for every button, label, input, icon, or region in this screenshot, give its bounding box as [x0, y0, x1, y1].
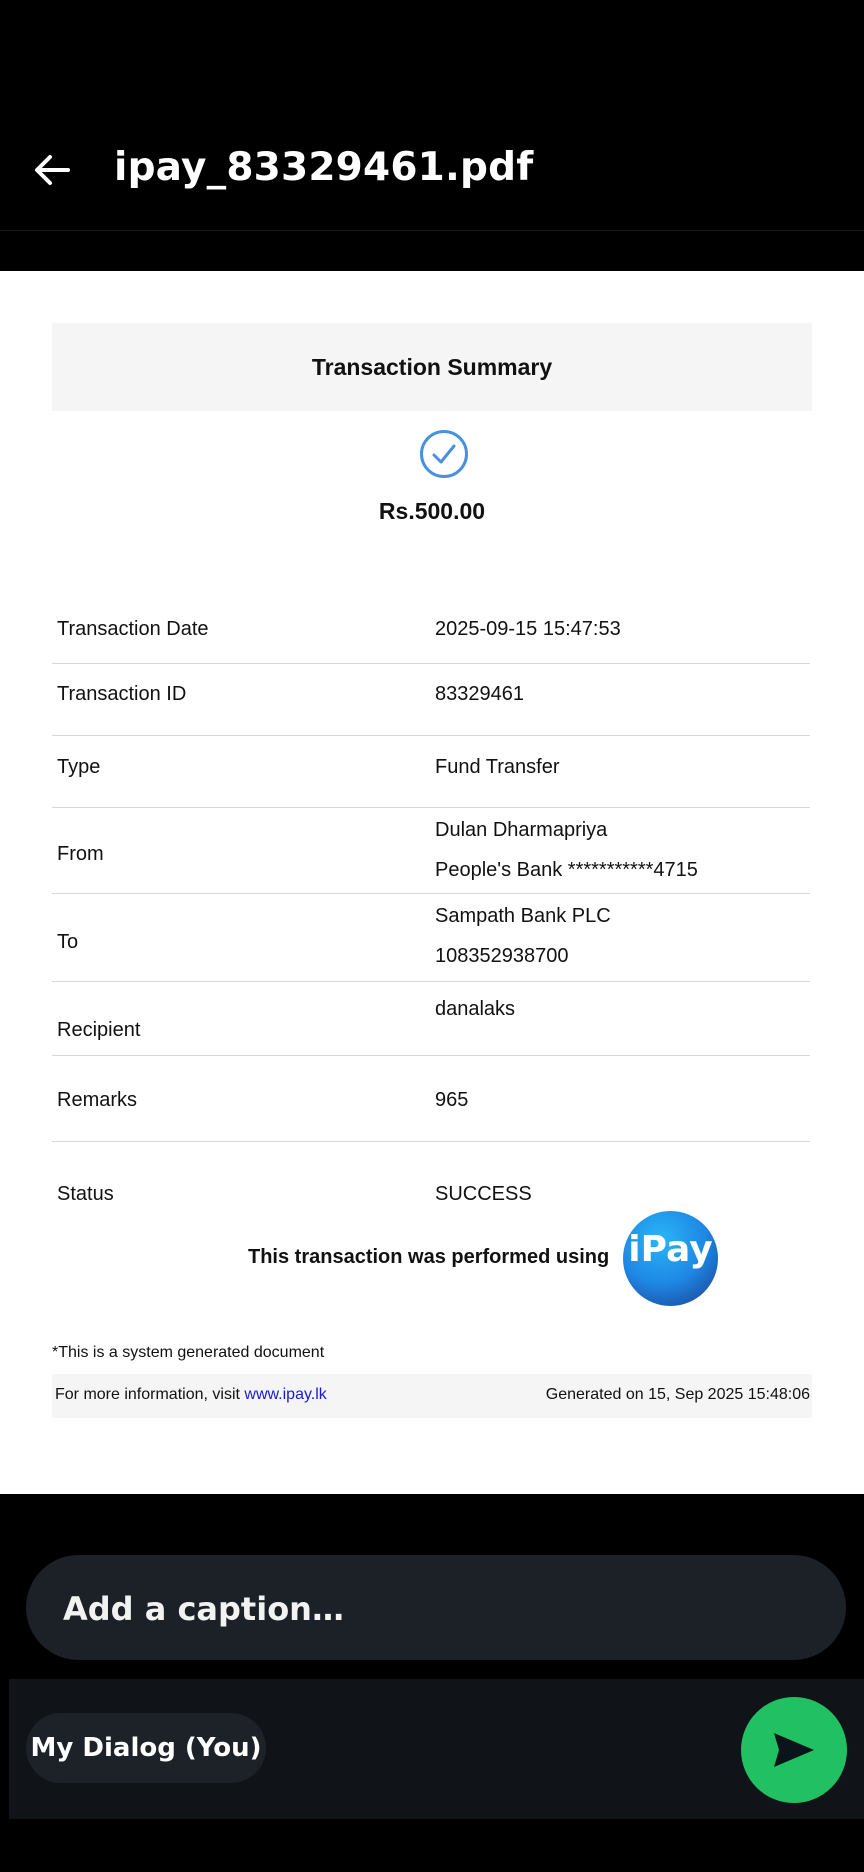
- row-value: SUCCESS: [435, 1183, 532, 1205]
- performed-using-text: This transaction was performed using: [248, 1246, 610, 1268]
- row-transaction-date: [52, 601, 810, 664]
- ipay-logo-text: iPay: [628, 1229, 713, 1270]
- caption-input[interactable]: [61, 1580, 805, 1638]
- success-check-icon: [419, 429, 469, 479]
- row-label: Status: [57, 1183, 114, 1205]
- footer-info: [55, 1386, 327, 1404]
- row-label: Type: [57, 756, 101, 778]
- row-value-secondary: 108352938700: [435, 945, 569, 967]
- row-value: 2025-09-15 15:47:53: [435, 618, 621, 640]
- row-value: 965: [435, 1089, 469, 1111]
- row-value: Fund Transfer: [435, 756, 560, 778]
- send-button[interactable]: [741, 1697, 847, 1803]
- send-icon: [771, 1730, 817, 1770]
- send-bar: [9, 1679, 864, 1819]
- file-title: ipay_83329461.pdf: [114, 145, 534, 190]
- ipay-website-link[interactable]: www.ipay.lk: [244, 1386, 327, 1403]
- row-label: To: [57, 931, 79, 953]
- system-generated-note: *This is a system generated document: [52, 1344, 325, 1361]
- row-label: Transaction Date: [57, 618, 209, 640]
- recipient-chip[interactable]: [26, 1713, 266, 1783]
- row-from: [52, 807, 810, 894]
- generated-timestamp: Generated on 15, Sep 2025 15:48:06: [545, 1386, 810, 1403]
- summary-header: [52, 323, 812, 411]
- document-footer: [52, 1374, 812, 1418]
- row-value: Dulan Dharmapriya: [435, 819, 608, 841]
- row-transaction-id: [52, 663, 810, 736]
- recipient-name: My Dialog (You): [30, 1733, 262, 1763]
- pdf-preview[interactable]: [0, 271, 864, 1494]
- row-status: [52, 1141, 810, 1211]
- row-to: [52, 893, 810, 982]
- top-bar: [0, 0, 864, 230]
- ipay-logo: [623, 1211, 718, 1306]
- row-value: Sampath Bank PLC: [435, 905, 611, 927]
- summary-title: Transaction Summary: [311, 353, 553, 380]
- footer-prefix: For more information, visit: [55, 1386, 245, 1403]
- row-remarks: [52, 1055, 810, 1142]
- row-value-secondary: People's Bank ***********4715: [435, 859, 698, 881]
- row-label: Recipient: [57, 1019, 141, 1041]
- row-label: Transaction ID: [57, 683, 187, 705]
- caption-box: [26, 1555, 846, 1660]
- row-value: 83329461: [435, 683, 524, 705]
- row-value: danalaks: [435, 998, 516, 1020]
- row-label: Remarks: [57, 1089, 138, 1111]
- row-label: From: [57, 843, 104, 865]
- row-type: [52, 735, 810, 808]
- header-divider: [0, 230, 864, 231]
- row-recipient: [52, 981, 810, 1056]
- transaction-amount: Rs.500.00: [378, 498, 486, 524]
- back-arrow-icon[interactable]: [30, 148, 74, 192]
